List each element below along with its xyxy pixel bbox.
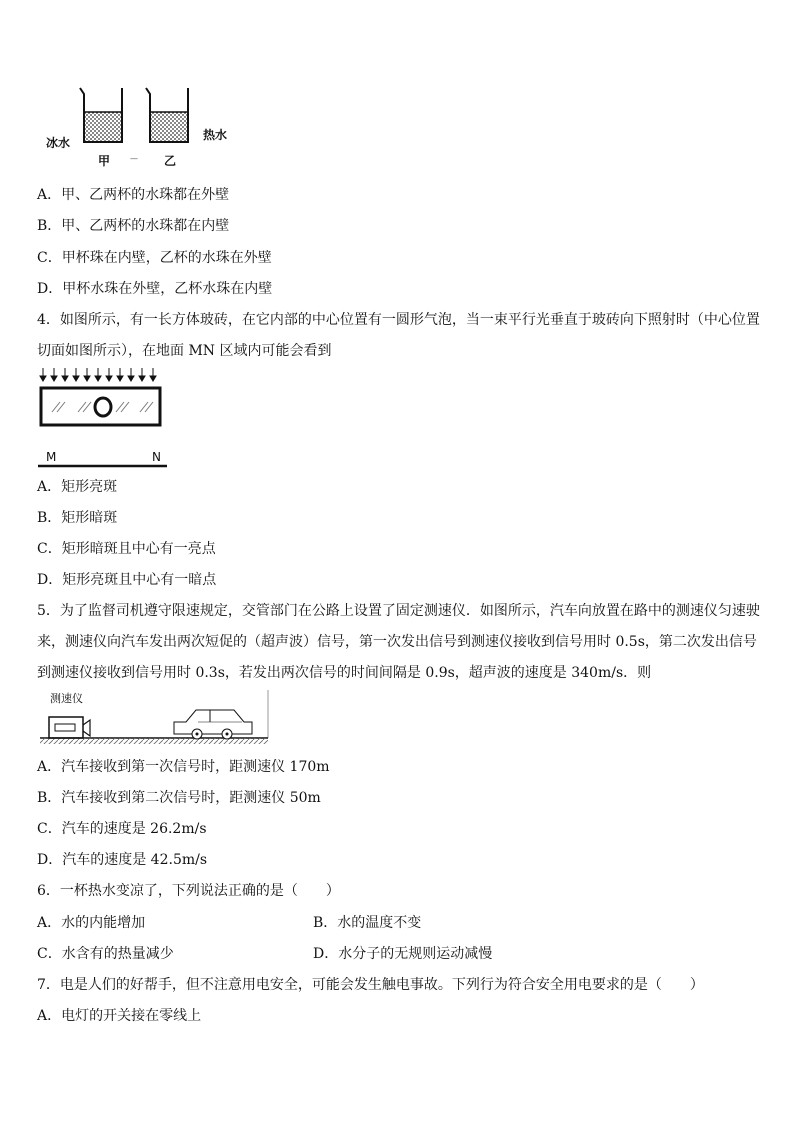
q5-stem-line1: 5．为了监督司机遵守限速规定，交管部门在公路上设置了固定测速仪．如图所示，汽车向放置在路中的测速仪匀速驶 — [37, 603, 760, 619]
q5-option-d: D．汽车的速度是 42.5m/s — [37, 852, 208, 868]
label-hot-water: 热水 — [203, 128, 228, 142]
label-speed-camera: 测速仪 — [50, 692, 83, 705]
glass-brick-diagram — [38, 366, 170, 470]
q6-option-b: B．水的温度不变 — [313, 915, 422, 931]
q7-option-a: A．电灯的开关接在零线上 — [37, 1008, 202, 1024]
q3-option-d: D．甲杯水珠在外壁，乙杯水珠在内壁 — [37, 281, 273, 297]
q7-stem: 7．电是人们的好帮手，但不注意用电安全，可能会发生触电事故。下列行为符合安全用电要求的是（ ） — [37, 977, 704, 993]
speed-camera-figure — [38, 690, 270, 746]
q4-option-a: A．矩形亮斑 — [37, 479, 118, 495]
q6-stem: 6．一杯热水变凉了，下列说法正确的是（ ） — [37, 883, 340, 899]
q4-option-d: D．矩形亮斑且中心有一暗点 — [37, 572, 217, 588]
q4-stem-line1: 4．如图所示，有一长方体玻砖，在它内部的中心位置有一圆形气泡，当一束平行光垂直于玻砖向下照射时（中心位置 — [37, 312, 760, 328]
q6-option-a: A．水的内能增加 — [37, 915, 146, 931]
label-m: M — [46, 450, 57, 464]
q3-option-c: C．甲杯珠在内壁，乙杯的水珠在外壁 — [37, 250, 272, 266]
beaker-right — [146, 88, 188, 142]
q5-stem-line2: 来，测速仪向汽车发出两次短促的（超声波）信号，第一次发出信号到测速仪接收到信号用时 0.5s，第二次发出信号 — [37, 634, 757, 650]
q3-option-b: B．甲、乙两杯的水珠都在内壁 — [37, 218, 230, 234]
q5-stem-line3: 到测速仪接收到信号用时 0.3s，若发出两次信号的时间间隔是 0.9s，超声波的速度是 340m/s．则 — [37, 665, 652, 681]
label-cup-b: 乙 — [164, 154, 177, 168]
q6-option-c: C．水含有的热量减少 — [37, 946, 174, 962]
q4-stem-line2: 切面如图所示），在地面 MN 区域内可能会看到 — [37, 343, 332, 359]
q4-option-b: B．矩形暗斑 — [37, 510, 118, 526]
q5-option-b: B．汽车接收到第二次信号时，距测速仪 50m — [37, 790, 321, 806]
beakers-figure — [40, 84, 240, 174]
q5-option-c: C．汽车的速度是 26.2m/s — [37, 821, 207, 837]
label-n: N — [152, 450, 161, 464]
label-dash: — — [130, 154, 138, 163]
glass-brick-figure — [38, 366, 170, 470]
label-cup-a: 甲 — [98, 154, 111, 168]
label-ice-water: 冰水 — [46, 136, 71, 150]
q6-option-d: D．水分子的无规则运动减慢 — [313, 946, 493, 962]
q4-option-c: C．矩形暗斑且中心有一亮点 — [37, 541, 216, 557]
q3-option-a: A．甲、乙两杯的水珠都在外壁 — [37, 187, 230, 203]
beaker-left — [80, 88, 122, 142]
q5-option-a: A．汽车接收到第一次信号时，距测速仪 170m — [37, 759, 330, 775]
